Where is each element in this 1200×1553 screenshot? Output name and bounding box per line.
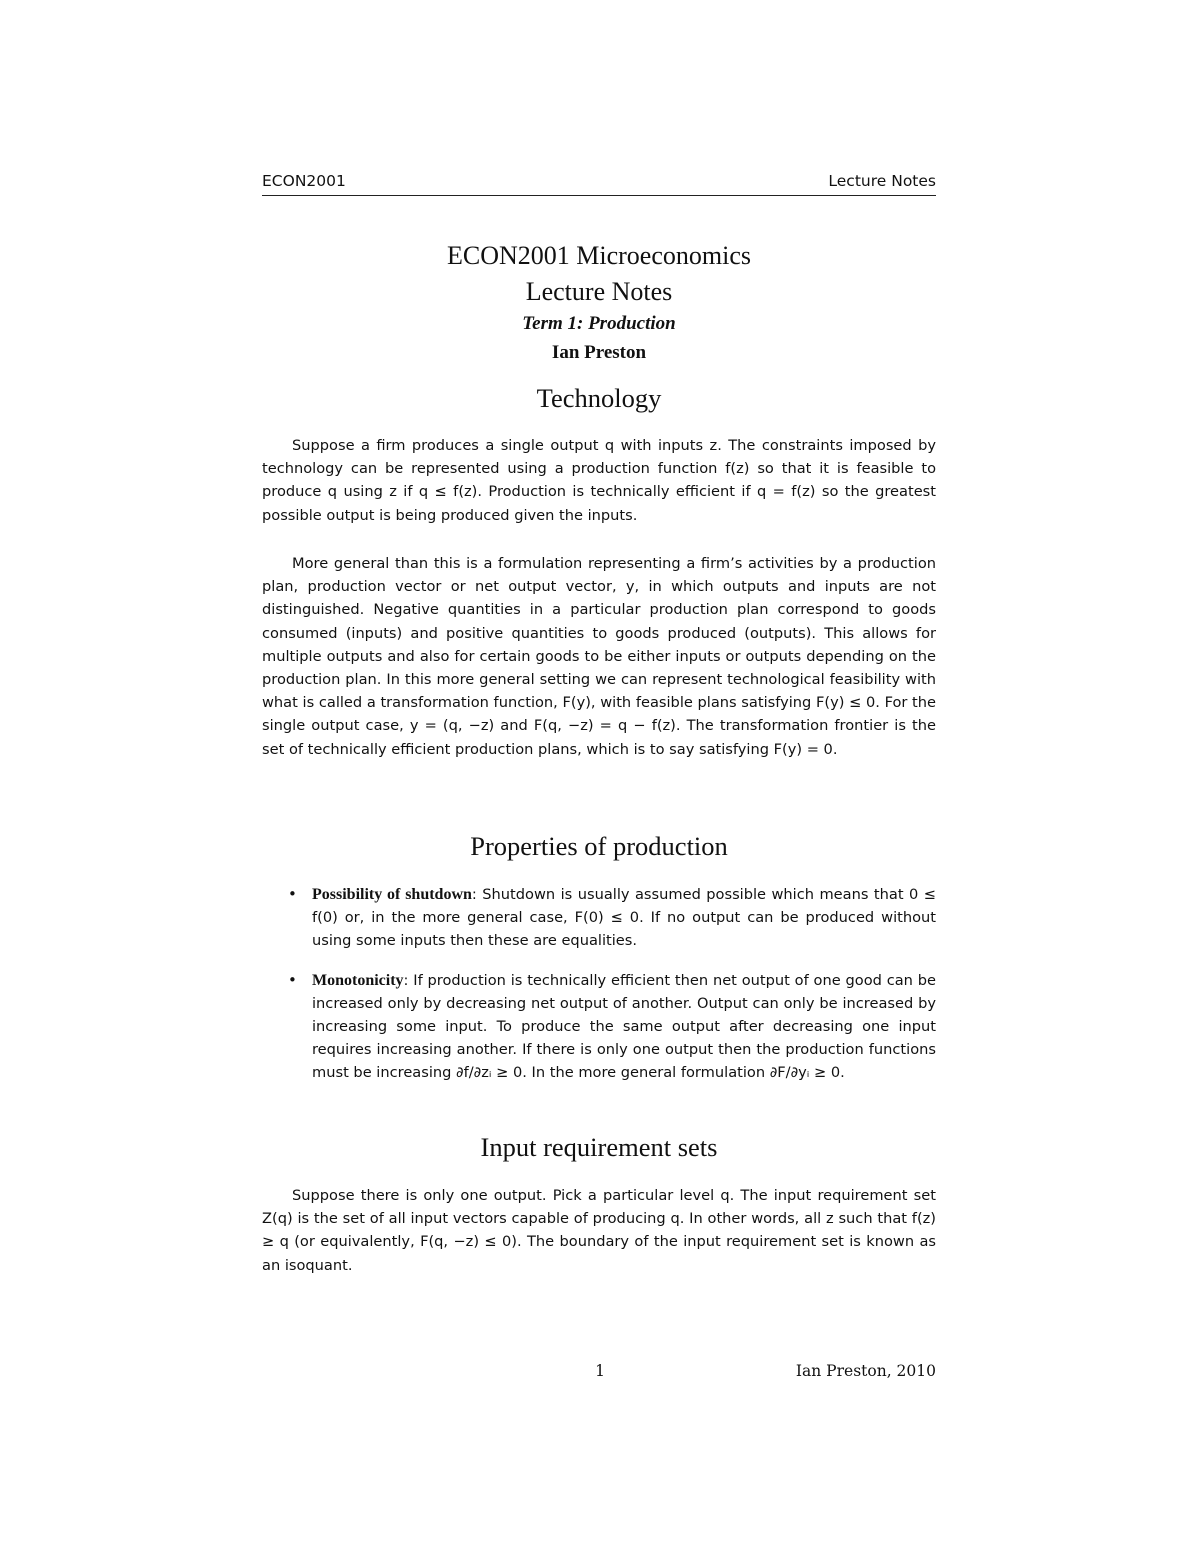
bullet-icon: • (288, 885, 297, 903)
list-item-term: Possibility of shutdown (312, 886, 472, 903)
section-heading-technology: Technology (536, 383, 662, 413)
document-subtitle: Lecture Notes (525, 277, 673, 306)
section-heading-properties: Properties of production (470, 831, 728, 861)
footer-page-number: 1 (595, 1362, 605, 1380)
list-item-text: : Shutdown is usually assumed possible which means that 0 ≤ f(0) or, in the more general case, F(0) ≤ 0. If no output can be produced without using some inputs then these are equalities. (312, 886, 936, 950)
title-block (262, 238, 936, 368)
document-title: ECON2001 Microeconomics (446, 241, 751, 270)
technology-paragraph-1: Suppose a firm produces a single output q with inputs z. The constraints imposed by technology can be represented using a production function f(z) so that it is feasible to produce q using z if q ≤ f(z). Production is technically efficient if q = f(z) so the greatest possible output is being produced given the inputs. (262, 437, 936, 524)
section-heading-input-requirement: Input requirement sets (480, 1132, 718, 1162)
bullet-icon: • (288, 970, 297, 989)
input-requirement-paragraph: Suppose there is only one output. Pick a particular level q. The input requirement set Z(q) is the set of all input vectors capable of producing q. In other words, all z such that f(z) ≥ q (or equivalently, F(q, −z) ≤ 0). The boundary of the input requirement set is known as an isoquant. (262, 1187, 936, 1274)
document-term: Term 1: Production (522, 313, 676, 334)
running-header (262, 172, 936, 196)
document-author: Ian Preston (551, 342, 647, 363)
list-item-monotonicity (262, 969, 936, 1085)
properties-list (262, 883, 936, 1085)
list-item-shutdown (262, 883, 936, 953)
technology-paragraph-2: More general than this is a formulation representing a firm’s activities by a production plan, production vector or net output vector, y, in which outputs and inputs are not distinguished. Negative quantities in a particular production plan correspond to goods consumed (inputs) and positive quantities to goods produced (outputs). This allows for multiple outputs and also for certain goods to be either inputs or outputs depending on the production plan. In this more general setting we can represent technological feasibility with what is called a transformation function, F(y), with feasible plans satisfying F(y) ≤ 0. For the single output case, y = (q, −z) and F(q, −z) = q − f(z). The transformation frontier is the set of technically efficient production plans, which is to say satisfying F(y) = 0. (262, 555, 936, 758)
footer-credit: Ian Preston, 2010 (795, 1362, 936, 1380)
list-item-text: : If production is technically efficient then net output of one good can be increased only by decreasing net output of another. Output can only be increased by increasing some input. To produce the same output after decreasing one input requires increasing another. If there is only one output then the production functions must be increasing ∂f/∂zᵢ ≥ 0. In the more general formulation ∂F/∂yᵢ ≥ 0. (312, 971, 936, 1082)
header-doc-type: Lecture Notes (828, 172, 936, 190)
header-course-code: ECON2001 (262, 172, 346, 190)
list-item-term: Monotonicity (312, 971, 404, 989)
